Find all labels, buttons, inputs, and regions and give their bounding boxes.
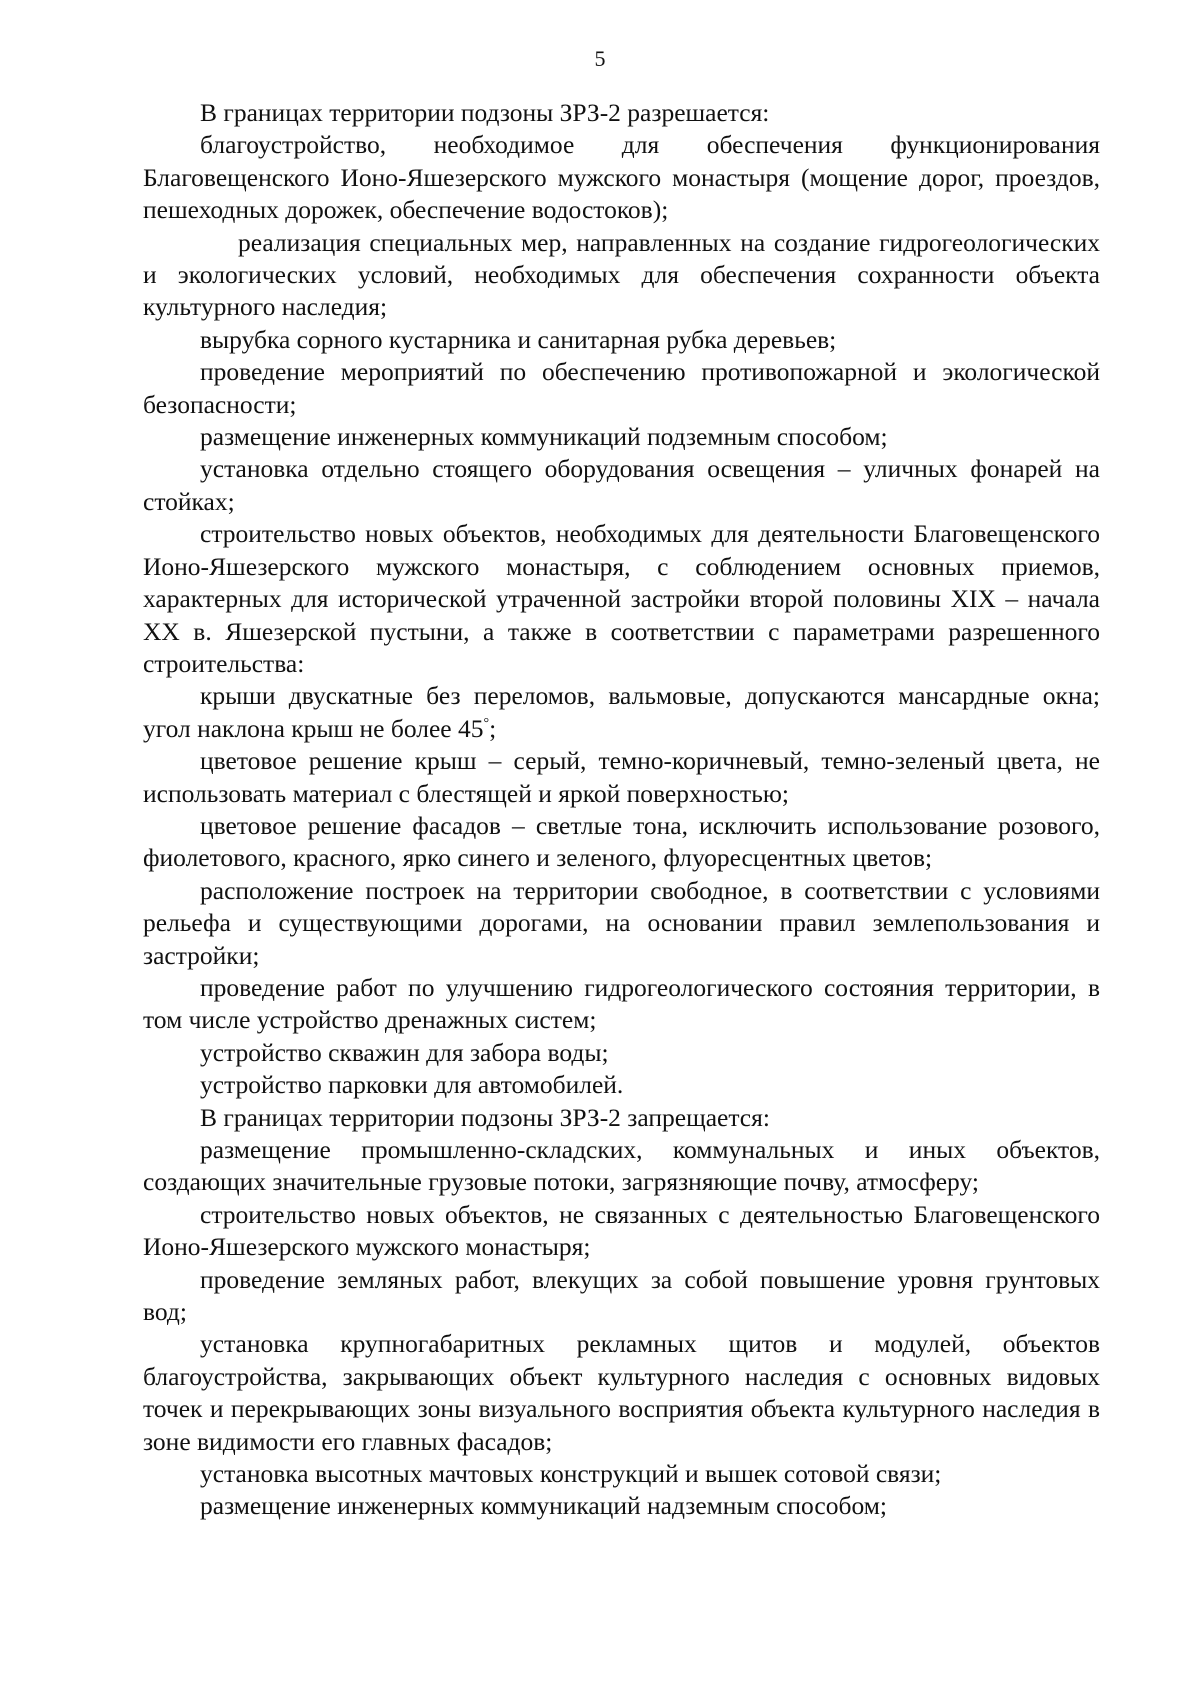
paragraph-parking: устройство парковки для автомобилей. [200,1070,624,1100]
page-number: 5 [594,46,606,71]
paragraph-new-construction: строительство новых объектов, необходимых для деятельности Благовещенского Ионо-Яшезерского мужского монастыря, с соблюдением основных приемов, характерных для исторической утраченной застройки второй половины XIX – начала XX в. Яшезерской пустыни, а также в соответствии с параметрами разрешенного строительства: [143,519,1100,678]
paragraph-landscaping: благоустройство, необходимое для обеспечения функционирования Благовещенского Ионо-Яшезерского мужского монастыря (мощение дорог, проездов, пешеходных дорожек, обеспечение водостоков); [143,130,1100,225]
paragraph-overhead-utilities: размещение инженерных коммуникаций надземным способом; [200,1491,887,1521]
paragraph-building-placement: расположение построек на территории свободное, в соответствии с условиями рельефа и существующими дорогами, на основании правил землепользования и застройки; [143,875,1100,970]
paragraph-underground-utilities: размещение инженерных коммуникаций подземным способом; [200,422,888,452]
paragraph-towers: установка высотных мачтовых конструкций и вышек сотовой связи; [200,1459,942,1489]
roofs-end: ; [489,713,497,743]
paragraph-prohibited-heading: В границах территории подзоны ЗРЗ-2 запрещается: [200,1102,770,1132]
paragraph-fire-safety: проведение мероприятий по обеспечению противопожарной и экологической безопасности; [143,357,1100,419]
paragraph-clearing: вырубка сорного кустарника и санитарная рубка деревьев; [200,324,837,354]
document-body [143,97,1100,1523]
paragraph-unrelated-construction: строительство новых объектов, не связанных с деятельностью Благовещенского Ионо-Яшезерского мужского монастыря; [143,1199,1100,1262]
degree-sign: ° [483,715,490,731]
paragraph-earthworks: проведение земляных работ, влекущих за собой повышение уровня грунтовых вод; [143,1264,1100,1327]
paragraph-industrial: размещение промышленно-складских, коммунальных и иных объектов, создающих значительные грузовые потоки, загрязняющие почву, атмосферу; [143,1135,1100,1197]
paragraph-facade-colors: цветовое решение фасадов – светлые тона, исключить использование розового, фиолетового, красного, ярко синего и зеленого, флуоресцентных цветов; [143,810,1100,873]
paragraph-roofs [143,680,1100,745]
paragraph-permitted-heading: В границах территории подзоны ЗРЗ-2 разрешается: [200,98,770,127]
paragraph-wells: устройство скважин для забора воды; [200,1037,609,1067]
paragraph-roof-colors: цветовое решение крыш – серый, темно-коричневый, темно-зеленый цвета, не использовать материал с блестящей и яркой поверхностью; [143,746,1100,808]
paragraph-billboards: установка крупногабаритных рекламных щитов и модулей, объектов благоустройства, закрывающих объект культурного наследия с основных видовых точек и перекрывающих зоны визуального восприятия объекта культурного наследия в зоне видимости его главных фасадов; [143,1329,1100,1456]
paragraph-drainage: проведение работ по улучшению гидрогеологического состояния территории, в том числе устройство дренажных систем; [143,972,1100,1035]
paragraph-special-measures: реализация специальных мер, направленных на создание гидрогеологических и экологических условий, необходимых для обеспечения сохранности объекта культурного наследия; [143,227,1100,322]
paragraph-lighting: установка отдельно стоящего оборудования освещения – уличных фонарей на стойках; [143,454,1100,516]
roofs-text: крыши двускатные без переломов, вальмовые, допускаются мансардные окна; угол наклона крыш не более 45 [143,681,1100,743]
